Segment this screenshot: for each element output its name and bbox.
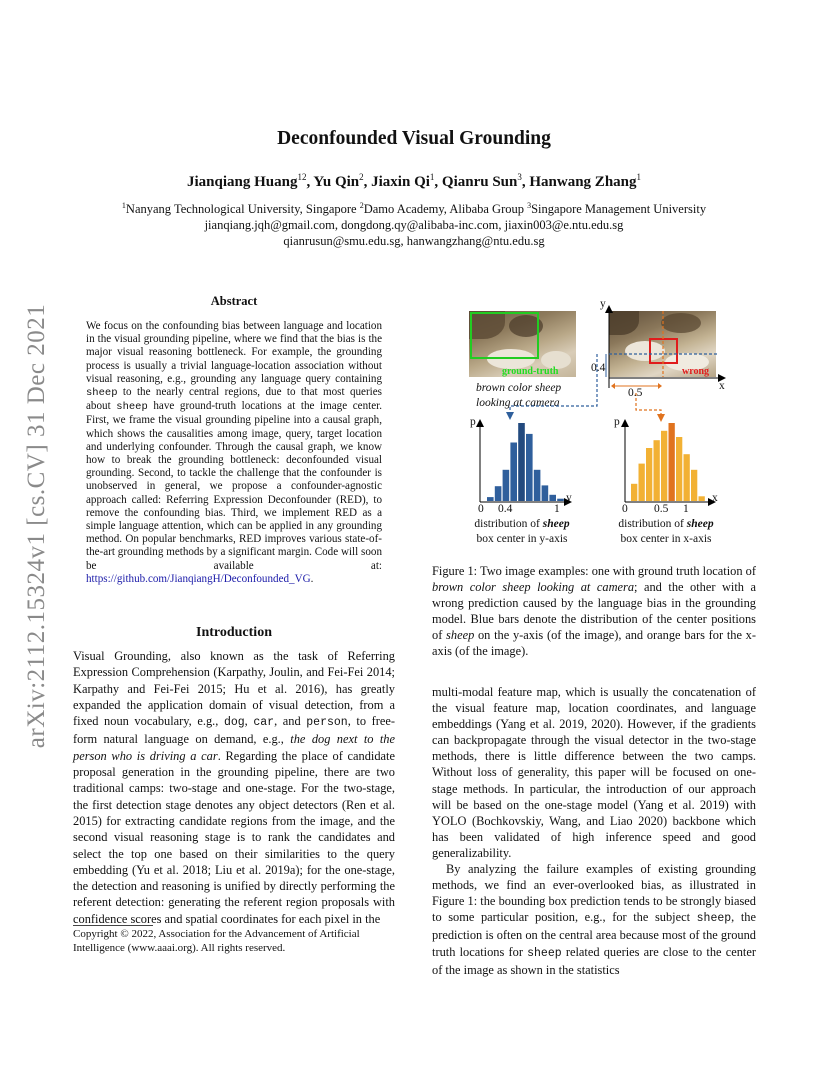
orange-p-label: p: [614, 416, 620, 428]
query-text-line2: looking at camera: [476, 397, 560, 409]
orange-bar: [646, 448, 652, 501]
code-term: sheep: [527, 946, 562, 960]
code-term: car: [253, 716, 275, 730]
orange-bar: [661, 431, 667, 501]
orange-bar: [639, 464, 645, 501]
abstract-body: We focus on the confounding bias between language and location in the visual grounding pipeline, where we find that the bias is the major visual reasoning bottleneck. For example, the grounding process is usually a trivial language-location association without visual reasoning, e.g., grounding any language query containing sheep to the nearly central regions, due to that most queries about sheep have ground-truth locations at the image center. First, we frame the visual grounding pipeline into a causal graph, which shows the causalities among image, query, target location and underlying confounder. Through the causal graph, we know how to break the grounding bottleneck: deconfounded visual grounding. Second, to tackle the challenge that the confounder is unobserved in general, we propose a confounder-agnostic approach called: Referring Expression Deconfounder (RED), to remove the confounding bias. Third, we implement RED as a simple language attention, which can be applied in any grounding method. On popular benchmarks, RED improves various state-of-the-art grounding methods by a significant margin. Code will soon be available at: https://github.com/JianqiangH/Deconfounded_VG.: [86, 320, 383, 585]
figure-1: [432, 296, 756, 554]
blue-tick: 1: [554, 503, 560, 515]
code-term: dog: [223, 716, 245, 730]
email-line: qianrusun@smu.edu.sg, hanwangzhang@ntu.edu.sg: [283, 234, 545, 249]
blue-bar: [487, 497, 494, 501]
blue-axis-label: y: [566, 492, 572, 504]
code-term: sheep: [86, 387, 118, 400]
x-offset-label: 0.5: [628, 387, 643, 399]
example-query: the dog next to the person who is driving a car: [73, 732, 395, 763]
wrong-label: wrong: [682, 366, 710, 377]
arxiv-stamp: [22, 286, 52, 766]
footnote-rule: [73, 925, 153, 926]
blue-tick: 0.4: [498, 503, 513, 515]
orange-bar: [691, 470, 697, 501]
email-line: jianqiang.jqh@gmail.com, dongdong.qy@alibaba-inc.com, jiaxin003@e.ntu.edu.sg: [204, 218, 624, 233]
orange-tick: 0.5: [654, 503, 669, 515]
code-term: sheep: [696, 912, 732, 926]
orange-tick: 0: [622, 503, 628, 515]
blue-bar: [542, 485, 549, 501]
code-term: person: [306, 716, 348, 730]
copyright-footnote: Copyright © 2022, Association for the Advancement of Artificial Intelligence (www.aaai.org). All rights reserved.: [73, 928, 360, 954]
author: Qianru Sun$^3$,: [441, 172, 530, 190]
abstract-heading: Abstract: [210, 294, 258, 308]
orange-bar: [676, 437, 682, 501]
ground-truth-label: ground-truth: [502, 366, 559, 377]
blue-bar: [549, 495, 556, 501]
orange-bar: [654, 440, 660, 501]
paper-title: Deconfounded Visual Grounding: [277, 128, 551, 149]
blue-bar: [495, 486, 502, 501]
introduction-heading: Introduction: [196, 625, 272, 640]
orange-chart-caption: distribution of sheep box center in x-axis: [618, 518, 714, 545]
blue-bar: [534, 470, 541, 501]
paragraph: multi-modal feature map, which is usually the concatenation of the visual feature map, location coordinates, and language embeddings (Yang et al. 2019, 2020). However, if the gradients can backpropagate through the visual detector in the two-stage methods, there is little difference between the two camps. Without loss of generality, this paper will be focused on one-stage methods. In particular, the introduction of our approach will be based on the one-stage model (Yang et al. 2019) with YOLO (Bochkovskiy, Wang, and Liao 2020) backbone which has been validated of high inference speed and good generalizability.: [432, 685, 756, 860]
image-y-label: y: [600, 298, 606, 310]
connector-blue: [510, 354, 597, 414]
blue-chart-caption: distribution of sheep box center in y-axis: [474, 518, 570, 545]
blue-bar: [557, 499, 564, 501]
introduction-body: Visual Grounding, also known as the task of Referring Expression Comprehension (Karpathy, Joulin, and Fei-Fei 2014; Karpathy and Fei-Fei 2015; Hu et al. 2016), has greatly expanded the application domain of visual detection, from a fixed noun vocabulary, e.g., dog, car, and person, to free-form natural language on demand, e.g., the dog next to the person who is driving a car. Regarding the place of candidate proposal generation in the grounding pipeline, there are two traditional camps: two-stage and one-stage. For the two-stage, the first detection stage denotes any object detectors (Ren et al. 2015) for extracting candidate regions from the image, and the second visual reasoning stage is to rank the candidates and select the top one based on their similarities to the query embedding (Yu et al. 2018; Liu et al. 2019a); for the one-stage, the detection and reasoning is unified by directly performing the referent detection: generating the referent region proposals with confidence scores and spatial coordinates for each pixel in the: [73, 649, 396, 926]
orange-axis-label: x: [712, 492, 718, 504]
image-y-arrow: [605, 305, 613, 313]
author: Hanwang Zhang$^1$: [529, 172, 641, 190]
author: Yu Qin$^2$,: [313, 172, 372, 190]
affiliations: [0, 198, 828, 249]
author: Jianqiang Huang$^{12}$,: [186, 172, 314, 190]
figure-annotations: [432, 296, 756, 554]
right-column-body: [432, 684, 756, 978]
figure-caption: Figure 1: Two image examples: one with ground truth location of brown color sheep looking at camera; and the other with a wrong prediction caused by the language bias in the grounding model. Blue bars denote the distribution of the center positions of sheep on the y-axis (of the image), and orange bars for the x-axis (of the image).: [432, 564, 757, 658]
affiliation-line: $^1$Nanyang Technological University, Singapore $^2$Damo Academy, Alibaba Group $^3$Singapore Management University: [121, 201, 707, 217]
orange-bar: [699, 496, 705, 501]
orange-bar: [669, 423, 675, 501]
blue-tick: 0: [478, 503, 484, 515]
blue-bar: [526, 434, 533, 501]
orange-tick: 1: [683, 503, 689, 515]
blue-bar: [510, 443, 517, 502]
code-link[interactable]: https://github.com/JianqiangH/Deconfounded_VG: [86, 572, 311, 585]
query-text-line1: brown color sheep: [476, 382, 562, 394]
arxiv-stamp-text: arXiv:2112.15324v1 [cs.CV] 31 Dec 2021: [23, 303, 51, 749]
blue-p-label: p: [470, 416, 476, 428]
y-offset-label: 0.4: [591, 362, 606, 374]
blue-bar: [503, 470, 510, 501]
author-list: [0, 172, 828, 191]
image-x-label: x: [719, 380, 725, 392]
orange-bar: [631, 484, 637, 501]
orange-bar: [684, 454, 690, 501]
blue-bar: [518, 423, 525, 501]
paragraph: By analyzing the failure examples of existing grounding methods, we find an ever-overlooked bias, as illustrated in Figure 1: the bounding box prediction tends to be strongly biased to some particular position, e.g., for the subject sheep, the prediction is often on the central area because most of the ground truth locations for sheep related queries are close to the center of the image as shown in the statistics: [432, 862, 756, 977]
author: Jiaxin Qi$^1$,: [371, 172, 442, 190]
code-term: sheep: [116, 401, 148, 414]
